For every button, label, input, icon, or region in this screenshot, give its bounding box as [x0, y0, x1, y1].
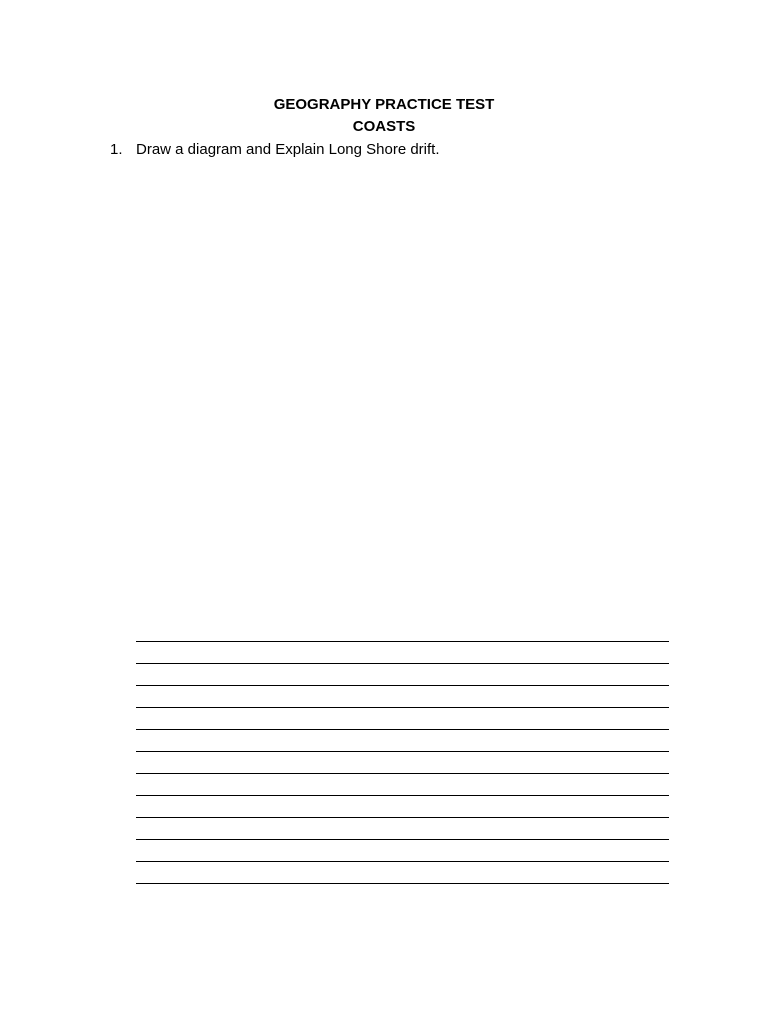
answer-line[interactable] [136, 752, 669, 774]
question-number: 1. [110, 141, 123, 158]
answer-line[interactable] [136, 708, 669, 730]
answer-line[interactable] [136, 686, 669, 708]
answer-line[interactable] [136, 862, 669, 884]
answer-line[interactable] [136, 642, 669, 664]
page-subtitle: COASTS [352, 118, 416, 135]
question-1 [110, 140, 440, 160]
page-title: GEOGRAPHY PRACTICE TEST [273, 96, 495, 113]
answer-line[interactable] [136, 818, 669, 840]
answer-line[interactable] [136, 664, 669, 686]
question-text: Draw a diagram and Explain Long Shore drift. [136, 141, 440, 158]
answer-line[interactable] [136, 774, 669, 796]
answer-line[interactable] [136, 840, 669, 862]
answer-lines [136, 641, 669, 884]
answer-line[interactable] [136, 796, 669, 818]
answer-line[interactable] [136, 730, 669, 752]
